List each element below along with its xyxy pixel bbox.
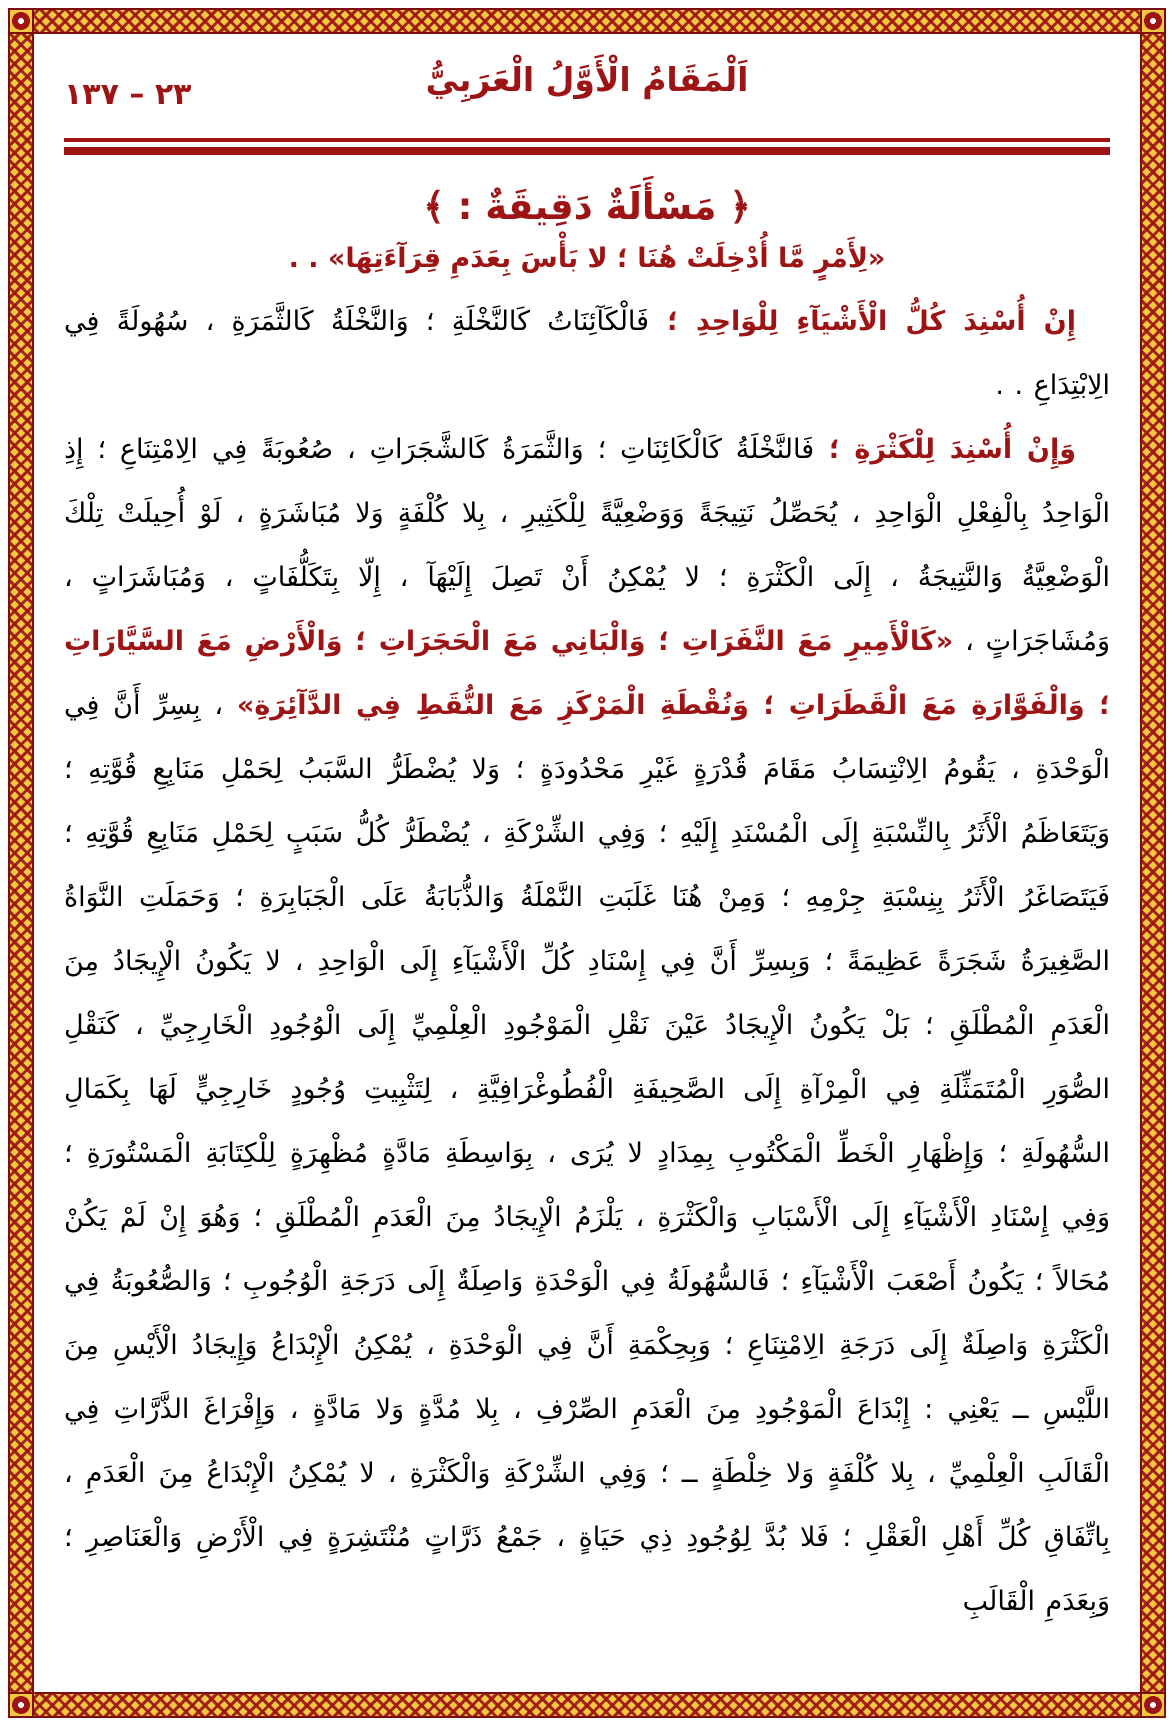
- rule-thick: [64, 147, 1110, 155]
- page-header: [64, 60, 1110, 126]
- border-band-right: [1140, 8, 1166, 1718]
- paragraph-2-body-a: فَالنَّخْلَةُ كَالْكَائِنَاتِ ؛ وَالثَّمَرَةُ كَالشَّجَرَاتِ ، صُعُوبَةً فِي الِامْتِنَاعِ ؛ إِذِ الْوَاحِدُ بِالْفِعْلِ الْوَاحِدِ ، يُحَصِّلُ نَتِيجَةً وَوَضْعِيَّةً لِلْكَثِيرِ ، بِلا كُلْفَةٍ وَلا مُبَاشَرَةٍ ، لَوْ أُحِيلَتْ تِلْكَ الْوَضْعِيَّةُ وَالنَّتِيجَةُ ، إِلَى الْكَثْرَةِ ؛ لا يُمْكِنُ أَنْ تَصِلَ إِلَيْهَآ ، إِلّا بِتَكَلُّفَاتٍ ، وَمُبَاشَرَاتٍ ، وَمُشَاجَرَاتٍ ،: [64, 433, 1111, 657]
- corner-rosette-icon: [1140, 8, 1166, 34]
- paragraph-1: [64, 290, 1110, 418]
- section-note: «لِأَمْرٍ مَّا أُدْخِلَتْ هُنَا ؛ لا بَأْسَ بِعَدَمِ قِرَآءَتِهَا» . .: [288, 242, 886, 274]
- rule-thin: [64, 138, 1110, 142]
- corner-rosette-icon: [1140, 1692, 1166, 1718]
- corner-rosette-icon: [8, 1692, 34, 1718]
- paragraph-2-lead-red: وَإِنْ أُسْنِدَ لِلْكَثْرَةِ ؛: [814, 433, 1076, 465]
- page-title: اَلْمَقَامُ الْأَوَّلُ الْعَرَبِيُّ: [425, 60, 749, 99]
- paragraph-1-body: فَالْكَآئِنَاتُ كَالنَّخْلَةِ ؛ وَالنَّخْلَةُ كَالثَّمَرَةِ ، سُهُولَةً فِي الِابْتِدَاعِ . .: [64, 305, 1110, 401]
- border-band-left: [8, 8, 34, 1718]
- page-content: [64, 52, 1110, 1634]
- border-band-bottom: [8, 1692, 1166, 1718]
- border-band-top: [8, 8, 1166, 34]
- paragraph-2-quote-red: «كَالْأَمِيرِ مَعَ النَّفَرَاتِ ؛ وَالْبَانِي مَعَ الْحَجَرَاتِ ؛ وَالْأَرْضِ مَعَ السَّيَّارَاتِ ؛ وَالْفَوَّارَةِ مَعَ الْقَطَرَاتِ ؛ وَنُقْطَةِ الْمَرْكَزِ مَعَ النُّقَطِ فِي الدَّآئِرَةِ»: [64, 625, 1110, 721]
- section-heading: ﴿ مَسْأَلَةٌ دَقِيقَةٌ : ﴾: [423, 185, 751, 228]
- corner-rosette-icon: [8, 8, 34, 34]
- paragraph-2: [64, 418, 1110, 1634]
- double-rule: [64, 138, 1110, 155]
- paragraph-2-body-b: ، بِسِرِّ أَنَّ فِي الْوَحْدَةِ ، يَقُومُ الِانْتِسَابُ مَقَامَ قُدْرَةٍ غَيْرِ مَحْدُودَةٍ ؛ وَلا يُضْطَرُّ السَّبَبُ لِحَمْلِ مَنَابِعِ قُوَّتِهِ ؛ وَيَتَعَاظَمُ الْأَثَرُ بِالنِّسْبَةِ إِلَى الْمُسْنَدِ إِلَيْهِ ؛ وَفِي الشِّرْكَةِ ، يُضْطَرُّ كُلُّ سَبَبٍ لِحَمْلِ مَنَابِعِ قُوَّتِهِ ؛ فَيَتَصَاغَرُ الْأَثَرُ بِنِسْبَةِ جِرْمِهِ ؛ وَمِنْ هُنَا غَلَبَتِ النَّمْلَةُ وَالذُّبَابَةُ عَلَى الْجَبَابِرَةِ ؛ وَحَمَلَتِ النَّوَاةُ الصَّغِيرَةُ شَجَرَةً عَظِيمَةً ؛ وَبِسِرِّ أَنَّ فِي إِسْنَادِ كُلِّ الْأَشْيَآءِ إِلَى الْوَاحِدِ ، لا يَكُونُ الْإِيجَادُ مِنَ الْعَدَمِ الْمُطْلَقِ ؛ بَلْ يَكُونُ الْإِيجَادُ عَيْنَ نَقْلِ الْمَوْجُودِ الْعِلْمِيِّ إِلَى الْوُجُودِ الْخَارِجِيِّ ، كَنَقْلِ الصُّوَرِ الْمُتَمَثِّلَةِ فِي الْمِرْآةِ إِلَى الصَّحِيفَةِ الْفُطُوغْرَافِيَّةِ ، لِتَثْبِيتِ وُجُودٍ خَارِجِيٍّ لَهَا بِكَمَالِ السُّهُولَةِ ؛ وَإِظْهَارِ الْخَطِّ الْمَكْتُوبِ بِمِدَادٍ لا يُرَى ، بِوَاسِطَةِ مَادَّةٍ مُظْهِرَةٍ لِلْكِتَابَةِ الْمَسْتُورَةِ ؛ وَفِي إِسْنَادِ الْأَشْيَآءِ إِلَى الْأَسْبَابِ وَالْكَثْرَةِ ، يَلْزَمُ الْإِيجَادُ مِنَ الْعَدَمِ الْمُطْلَقِ ؛ وَهُوَ إِنْ لَمْ يَكُنْ مُحَالاً ؛ يَكُونُ أَصْعَبَ الْأَشْيَآءِ ؛ فَالسُّهُولَةُ فِي الْوَحْدَةِ وَاصِلَةٌ إِلَى دَرَجَةِ الْوُجُوبِ ؛ وَالصُّعُوبَةُ فِي الْكَثْرَةِ وَاصِلَةٌ إِلَى دَرَجَةِ الِامْتِنَاعِ ؛ وَبِحِكْمَةِ أَنَّ فِي الْوَحْدَةِ ، يُمْكِنُ الْإِبْدَاعُ وَإِيجَادُ الْأَيْسِ مِنَ اللَّيْسِ ــ يَعْنِي : إِبْدَاعَ الْمَوْجُودِ مِنَ الْعَدَمِ الصِّرْفِ ، بِلا مُدَّةٍ وَلا مَادَّةٍ ، وَإِفْرَاغَ الذَّرَّاتِ فِي الْقَالَبِ الْعِلْمِيِّ ، بِلا كُلْفَةٍ وَلا خِلْطَةٍ ــ ؛ وَفِي الشِّرْكَةِ وَالْكَثْرَةِ ، لا يُمْكِنُ الْإِبْدَاعُ مِنَ الْعَدَمِ ، بِاتِّفَاقِ كُلِّ أَهْلِ الْعَقْلِ ؛ فَلا بُدَّ لِوُجُودِ ذِي حَيَاةٍ ، جَمْعُ ذَرَّاتٍ مُنْتَشِرَةٍ فِي الْأَرْضِ وَالْعَنَاصِرِ ؛ وَبِعَدَمِ الْقَالَبِ: [64, 689, 1110, 1617]
- paragraph-1-lead-red: إِنْ أُسْنِدَ كُلُّ الْأَشْيَآءِ لِلْوَاحِدِ ؛: [649, 305, 1076, 337]
- page-number: ٢٣ – ١٣٧: [64, 77, 192, 112]
